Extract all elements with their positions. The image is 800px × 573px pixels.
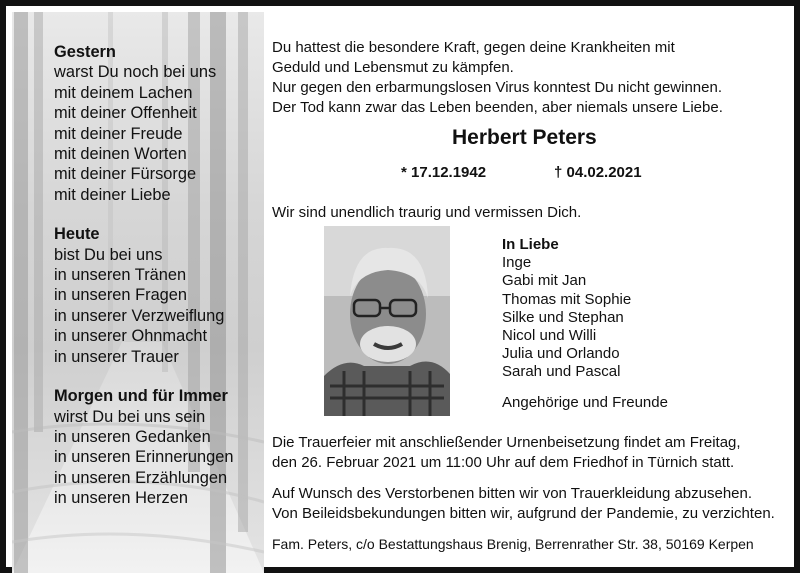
family-member: Silke und Stephan: [502, 308, 624, 326]
funeral-line: den 26. Februar 2021 um 11:00 Uhr auf dem Friedhof in Türnich statt.: [272, 454, 735, 471]
wish-line: Von Beileidsbekundungen bitten wir, aufgrund der Pandemie, zu verzichten.: [272, 505, 775, 522]
poem-line: mit deiner Liebe: [54, 185, 171, 204]
family-member: Nicol und Willi: [502, 327, 597, 345]
wish-notice: [272, 484, 775, 524]
poem-line: in unseren Fragen: [54, 286, 188, 305]
poem-stanza-heute: [54, 224, 234, 367]
family-member: Gabi mit Jan: [502, 272, 587, 290]
death-date: † 04.02.2021: [554, 164, 642, 181]
poem-line: mit deiner Offenheit: [54, 104, 197, 123]
poem-line: mit deiner Freude: [54, 124, 183, 143]
relatives-line: Angehörige und Freunde: [502, 394, 668, 411]
poem-line: in unserer Verzweiflung: [54, 306, 225, 325]
poem-line: in unseren Gedanken: [54, 427, 211, 446]
poem-line: in unserer Trauer: [54, 347, 179, 366]
intro-line: Geduld und Lebensmut zu kämpfen.: [272, 59, 514, 76]
mourning-line: Wir sind unendlich traurig und vermissen Dich.: [272, 204, 582, 221]
poem: [54, 42, 234, 528]
intro-line: Nur gegen den erbarmungslosen Virus konntest Du nicht gewinnen.: [272, 79, 722, 96]
portrait-photo: [324, 226, 450, 416]
poem-line: warst Du noch bei uns: [54, 63, 217, 82]
family-member: Julia und Orlando: [502, 345, 620, 363]
poem-line: in unseren Erzählungen: [54, 468, 228, 487]
intro-line: Der Tod kann zwar das Leben beenden, aber niemals unsere Liebe.: [272, 99, 723, 116]
family-member: Sarah und Pascal: [502, 363, 621, 381]
poem-line: bist Du bei uns: [54, 245, 163, 264]
family-member: Inge: [502, 254, 532, 272]
funeral-line: Die Trauerfeier mit anschließender Urnenbeisetzung findet am Freitag,: [272, 434, 741, 451]
stanza-heading: Gestern: [54, 43, 116, 61]
deceased-name: Herbert Peters: [452, 126, 597, 149]
stanza-heading: Morgen und für Immer: [54, 387, 228, 406]
family-member: Thomas mit Sophie: [502, 290, 632, 308]
poem-line: mit deinem Lachen: [54, 83, 193, 102]
poem-line: mit deinen Worten: [54, 145, 187, 164]
poem-stanza-gestern: [54, 42, 234, 205]
birth-date: * 17.12.1942: [401, 164, 487, 181]
portrait-image: [324, 226, 450, 416]
poem-line: mit deiner Fürsorge: [54, 165, 197, 184]
wish-line: Auf Wunsch des Verstorbenen bitten wir von Trauerkleidung abzusehen.: [272, 485, 753, 502]
intro-text: [272, 38, 792, 118]
poem-stanza-morgen: [54, 386, 234, 508]
family-list: [502, 236, 631, 382]
poem-line: in unserer Ohnmacht: [54, 327, 208, 346]
poem-line: in unseren Erinnerungen: [54, 448, 234, 467]
forest-path-background: [12, 12, 264, 573]
family-heading: In Liebe: [502, 236, 559, 253]
funeral-notice: [272, 433, 741, 473]
contact-address: Fam. Peters, c/o Bestattungshaus Brenig, Berrenrather Str. 38, 50169 Kerpen: [272, 536, 754, 552]
obituary-text: [272, 38, 792, 552]
poem-line: in unseren Herzen: [54, 489, 188, 508]
poem-line: in unseren Tränen: [54, 266, 187, 285]
intro-line: Du hattest die besondere Kraft, gegen deine Krankheiten mit: [272, 39, 675, 56]
poem-line: wirst Du bei uns sein: [54, 407, 206, 426]
stanza-heading: Heute: [54, 225, 100, 244]
